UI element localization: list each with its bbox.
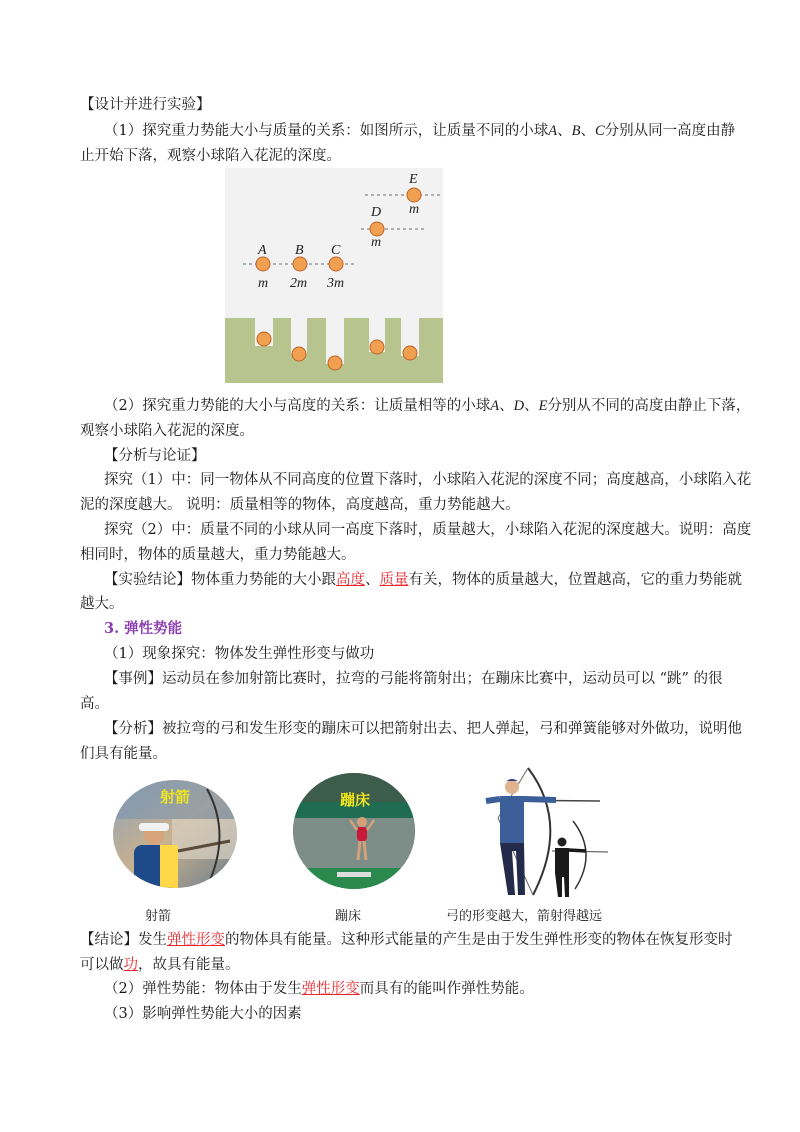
archery-tag: 射箭 — [160, 788, 191, 806]
answer-blank-elastic-deformation: 弹性形变 — [167, 932, 225, 948]
analysis1-line2: 泥的深度越大。 说明：质量相等的物体，高度越高，重力势能越大。 — [80, 497, 520, 513]
example-line2: 高。 — [80, 696, 109, 712]
sunk-ball-2 — [292, 347, 306, 361]
exp2-text: （2）探究重力势能的大小与高度的关系：让质量相等的小球 — [104, 398, 491, 414]
analysis2-line2: 相同时，物体的质量越大，重力势能越大。 — [80, 547, 356, 563]
exp1-text-tail: 分别从同一高度由静 — [604, 123, 736, 139]
exp1-paragraph-line2: 止开始下落，观察小球陷入花泥的深度。 — [80, 148, 341, 164]
elastic-conclusion-line1 — [80, 930, 733, 950]
sunk-ball-1 — [257, 332, 271, 346]
caption-archery: 射箭 — [145, 909, 172, 924]
section-heading-analysis: 【分析与论证】 — [104, 448, 206, 464]
analysis1-line1: 探究（1）中：同一物体从不同高度的位置下落时，小球陷入花泥的深度不同；高度越高，小球陷入花 — [104, 472, 752, 488]
exp2-paragraph-line2: 观察小球陷入花泥的深度。 — [80, 423, 254, 439]
diagram-label-c: C — [331, 243, 341, 258]
elastic-def-head: （2）弹性势能：物体由于发生 — [104, 981, 302, 997]
sunk-ball-4 — [370, 340, 384, 354]
elastic-conclusion-head: 【结论】发生 — [80, 932, 167, 948]
conclusion-tail: 有关，物体的质量越大，位置越高，它的重力势能就 — [408, 572, 742, 588]
exp2-text-tail: 分别从不同的高度由静止下落， — [547, 398, 751, 414]
ball-label-a2: A — [490, 398, 500, 414]
answer-blank-height: 高度 — [336, 572, 365, 588]
large-bow — [528, 768, 550, 895]
factors-heading: （3）影响弹性势能大小的因素 — [104, 1006, 302, 1022]
elastic-def-tail: 而具有的能叫作弹性势能。 — [359, 981, 534, 997]
ball-b — [293, 257, 307, 271]
exp1-text: （1）探究重力势能大小与质量的关系：如图所示，让质量不同的小球 — [104, 123, 549, 139]
elastic-conclusion-line2 — [80, 955, 240, 975]
diagram-label-e: E — [409, 172, 418, 187]
mass-label-c: 3m — [327, 276, 345, 291]
exp1-paragraph-line1: （1）探究重力势能大小与质量的关系：如图所示，让质量不同的小球A、B、C分别从同一高度由静 — [104, 123, 736, 139]
archer-silhouettes-illustration — [478, 763, 608, 899]
analysis2-line1: 探究（2）中：质量不同的小球从同一高度下落时，质量越大，小球陷入花泥的深度越大。说明：高度 — [104, 522, 752, 538]
sunk-ball-5 — [403, 346, 417, 360]
mass-label-d: m — [371, 235, 382, 250]
example-line1: 【事例】运动员在参加射箭比赛时，拉弯的弓能将箭射出；在蹦床比赛中，运动员可以 “跳” 的很 — [104, 671, 723, 687]
experiment-conclusion-line2: 越大。 — [80, 596, 124, 612]
analysis-line1: 【分析】被拉弯的弓和发生形变的蹦床可以把箭射出去、把人弹起，弓和弹簧能够对外做功，说明他 — [104, 721, 742, 737]
exp2-paragraph-line1: （2）探究重力势能的大小与高度的关系：让质量相等的小球A、D、E分别从不同的高度由静止下落， — [104, 398, 751, 414]
ball-c — [329, 257, 343, 271]
mass-label-b: 2m — [290, 276, 308, 291]
caption-trampoline: 蹦床 — [335, 909, 362, 924]
experiment-conclusion — [104, 570, 742, 590]
ball-e — [407, 188, 421, 202]
elastic-line2-tail: ，故具有能量。 — [138, 957, 240, 973]
small-bow — [573, 821, 586, 889]
ball-drop-diagram — [225, 168, 443, 383]
answer-blank-work: 功 — [123, 957, 138, 973]
answer-blank-mass: 质量 — [379, 572, 409, 588]
answer-blank-elastic-deformation-2: 弹性形变 — [301, 981, 360, 997]
elastic-conclusion-tail: 的物体具有能量。这种形式能量的产生是由于发生弹性形变的物体在恢复形变时 — [225, 932, 733, 948]
conclusion-separator: 、 — [365, 572, 380, 588]
archery-photo — [112, 779, 238, 889]
heading-elastic-potential-energy: 3. 弹性势能 — [104, 620, 183, 637]
analysis-line2: 们具有能量。 — [80, 746, 167, 762]
ball-d — [370, 222, 384, 236]
elastic-line2-head: 可以做 — [80, 957, 124, 973]
diagram-label-a: A — [258, 243, 267, 258]
elastic-definition — [104, 979, 534, 999]
diagram-label-d: D — [371, 205, 382, 220]
sunk-ball-3 — [328, 356, 342, 370]
caption-bow-deformation: 弓的形变越大，箭射得越远 — [446, 909, 603, 924]
section-heading-design: 【设计并进行实验】 — [80, 97, 211, 113]
diagram-label-b: B — [295, 243, 304, 258]
ball-label-d2: D — [513, 398, 525, 414]
ball-label-a: A — [548, 123, 558, 139]
mass-label-e: m — [409, 202, 420, 217]
ball-label-c: C — [594, 123, 605, 139]
mass-label-a: m — [258, 276, 269, 291]
conclusion-text: 【实验结论】物体重力势能的大小跟 — [104, 572, 336, 588]
ball-label-e2: E — [538, 398, 548, 414]
trampoline-photo — [292, 772, 417, 890]
trampoline-tag: 蹦床 — [340, 791, 371, 809]
ball-a — [256, 257, 270, 271]
ball-label-b: B — [571, 123, 581, 139]
phenomenon-line: （1）现象探究：物体发生弹性形变与做功 — [104, 646, 375, 662]
